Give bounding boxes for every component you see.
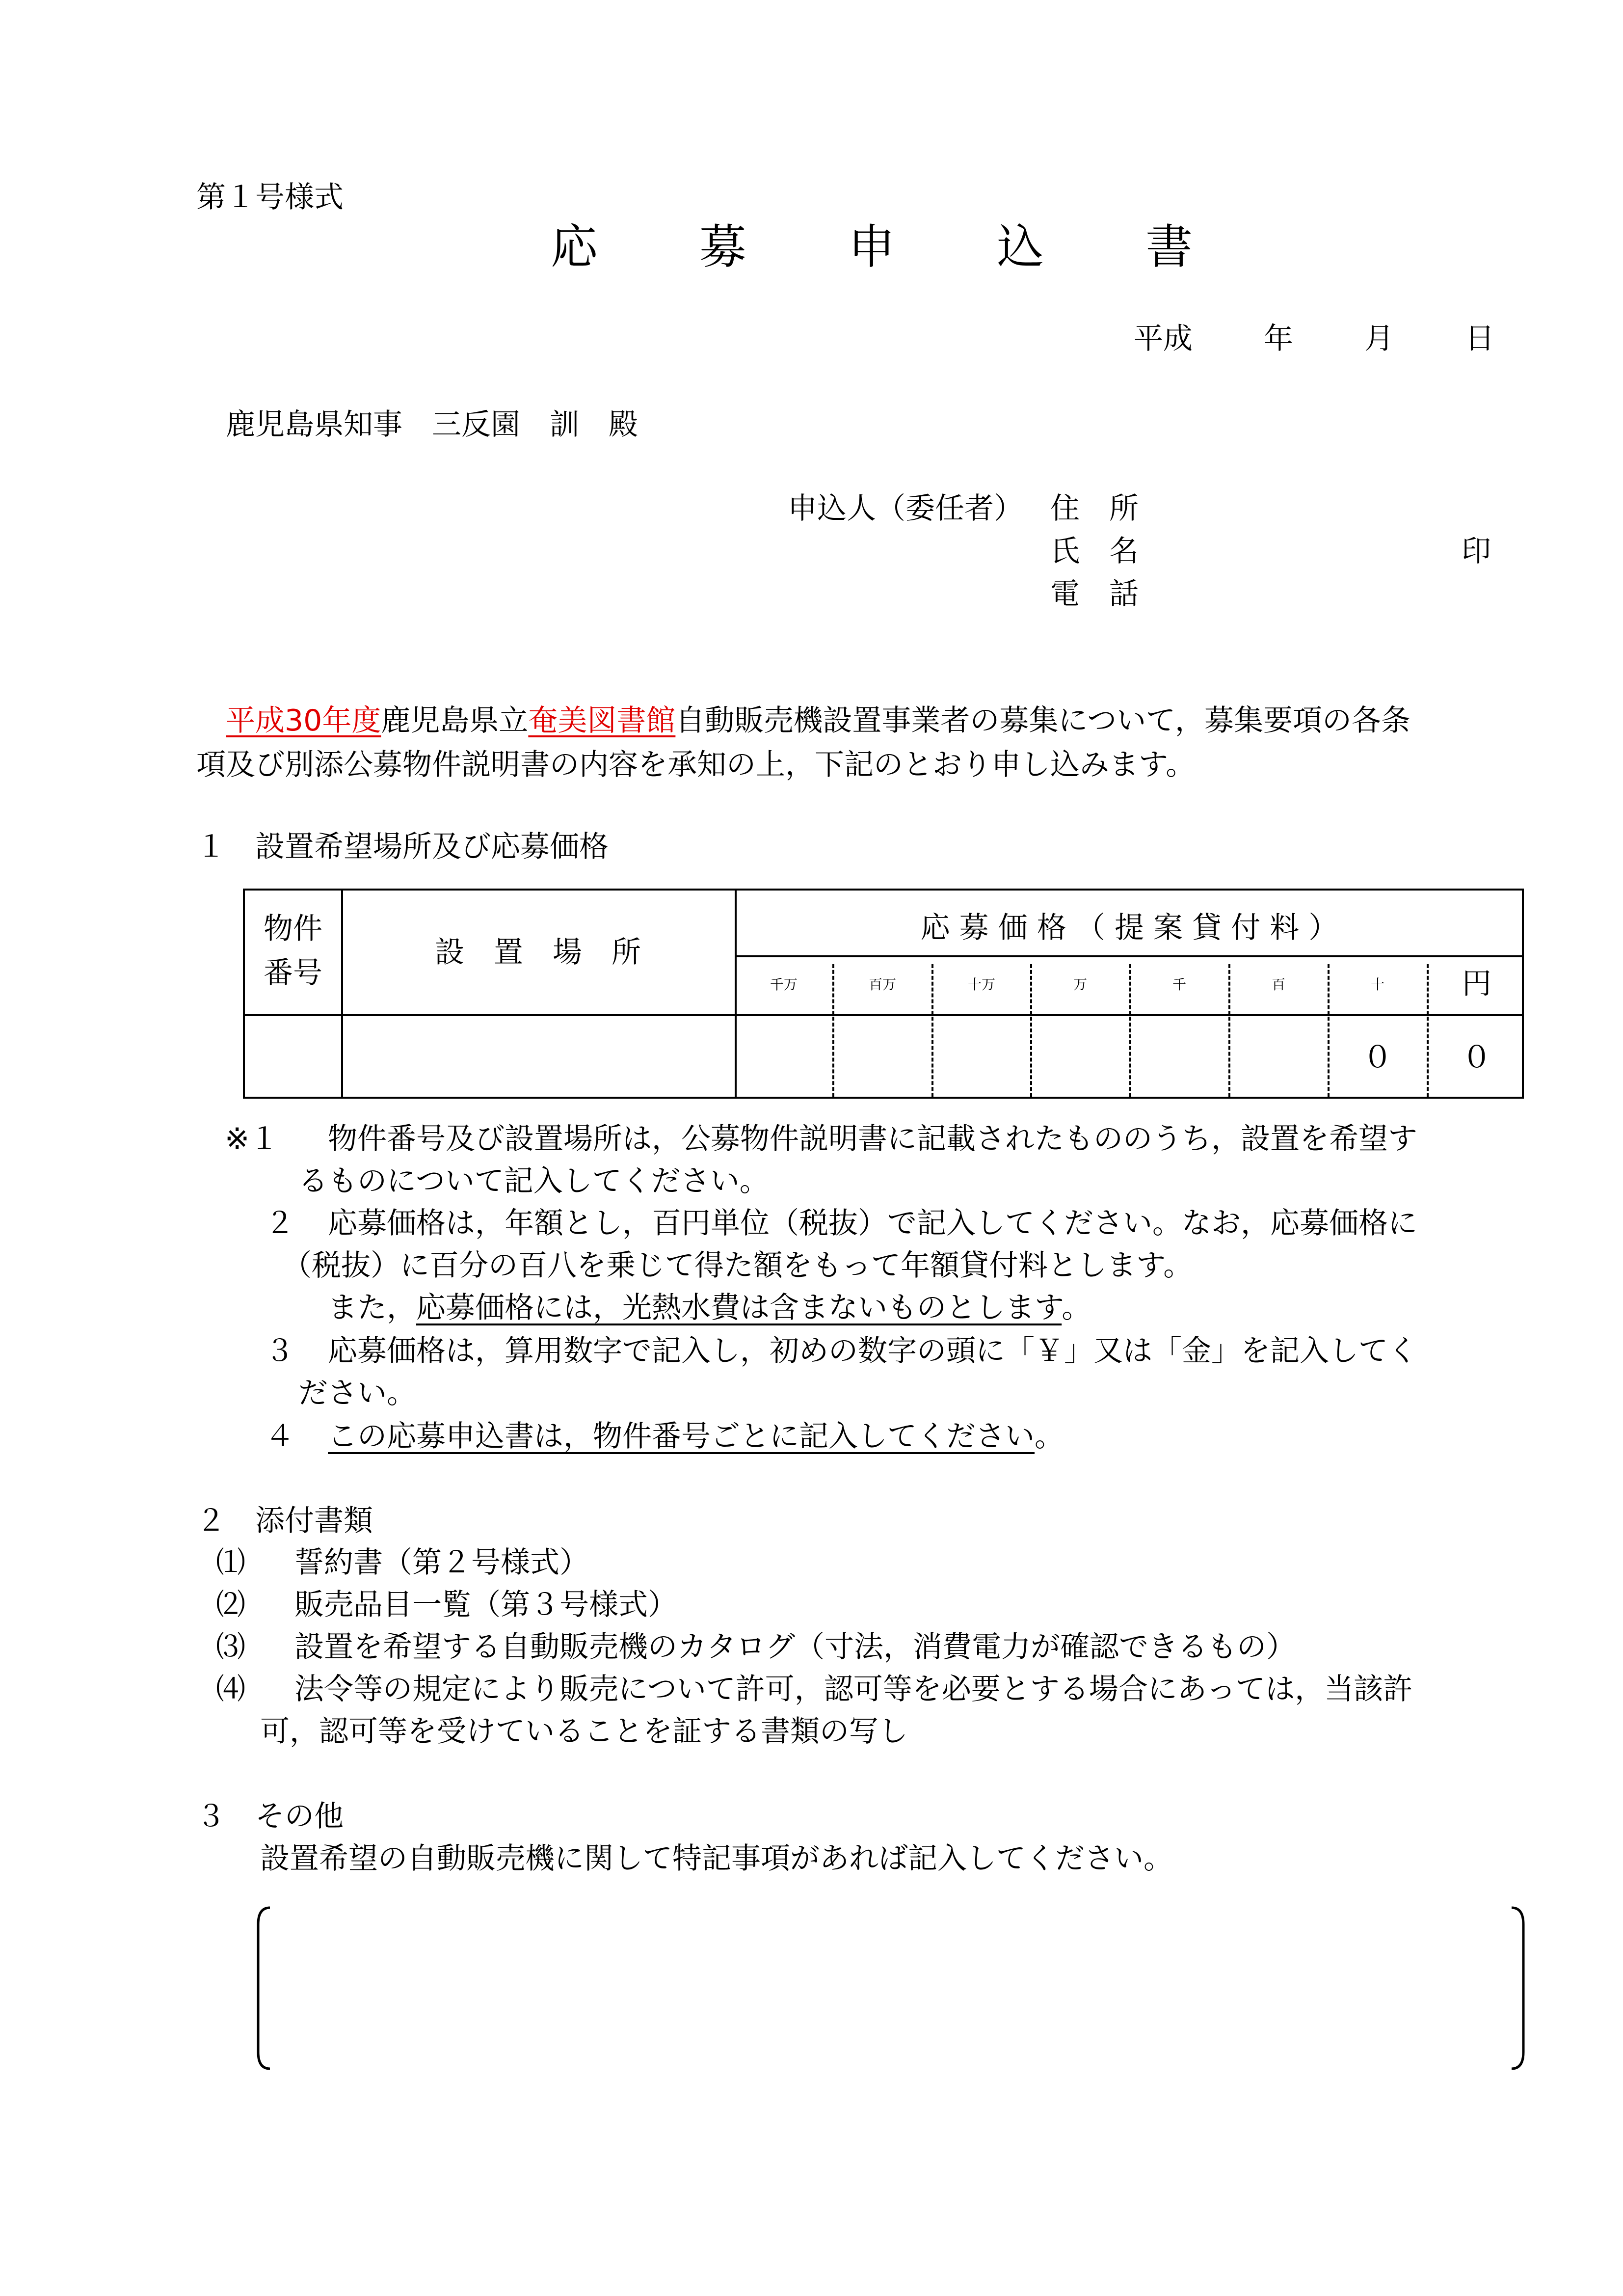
note-4-underlined: この応募申込書は，物件番号ごとに記入してください <box>328 1419 1035 1454</box>
attachment-num: ⑵ <box>216 1588 245 1622</box>
digit-unit: 百万 <box>868 976 896 993</box>
note-2-line-1: 応募価格は，年額とし，百円単位（税抜）で記入してください。なお，応募価格に <box>328 1206 1417 1241</box>
note-4-post: 。 <box>1035 1419 1064 1454</box>
intro-part1: 鹿児島県立 <box>381 703 529 738</box>
note-1-num: ※１ <box>225 1122 279 1156</box>
section3-text: 設置希望の自動販売機に関して特記事項があれば記入してください。 <box>260 1841 1173 1876</box>
intro-line-2: 項及び別添公募物件説明書の内容を承知の上，下記のとおり申し込みます。 <box>196 748 1196 782</box>
date-day: 日 <box>1465 322 1494 356</box>
title-char: 込 <box>997 219 1044 274</box>
attachment-num: ⑷ <box>216 1672 245 1706</box>
attachment-item: 設置を希望する自動販売機のカタログ（寸法，消費電力が確認できるもの） <box>294 1630 1296 1664</box>
note-2-line-3-underlined: 応募価格には，光熱水費は含まないものとします <box>416 1291 1062 1325</box>
note-3-line-1: 応募価格は，算用数字で記入し，初めの数字の頭に「￥」又は「金」を記入してく <box>328 1334 1417 1368</box>
section2-heading: ２ 添付書類 <box>196 1504 373 1538</box>
digit-unit: 万 <box>1073 976 1087 993</box>
digit-unit: 百 <box>1271 976 1285 993</box>
title-char: 応 <box>551 219 598 274</box>
fiscal-year: 平成30年度 <box>226 703 381 738</box>
fixed-digit-ones: ０ <box>1462 1040 1491 1075</box>
intro-part2: 自動販売機設置事業者の募集について，募集要項の各条 <box>675 703 1410 738</box>
date-year: 年 <box>1264 322 1293 356</box>
note-3-num: ３ <box>265 1334 294 1368</box>
title-char: 募 <box>699 219 746 274</box>
price-table <box>243 889 1524 1099</box>
digit-unit: 千 <box>1172 976 1186 993</box>
attachment-item: 誓約書（第２号様式） <box>294 1545 589 1580</box>
note-2-line-3-post: 。 <box>1062 1291 1091 1325</box>
intro-line-1 <box>226 703 1410 738</box>
section3-heading: ３ その他 <box>196 1799 344 1834</box>
remarks-bracket-box[interactable] <box>255 1905 1526 2072</box>
digit-unit: 十 <box>1370 976 1384 993</box>
note-2-line-3-pre: また， <box>328 1291 416 1325</box>
col-location-header: 設 置 場 所 <box>435 935 641 970</box>
yen-unit: 円 <box>1462 967 1491 1001</box>
seal-label: 印 <box>1462 534 1491 568</box>
col-number-header-1: 物件 <box>264 912 322 946</box>
date-era: 平成 <box>1134 322 1193 356</box>
title-char: 申 <box>848 219 895 274</box>
addressee: 鹿児島県知事 三反園 訓 殿 <box>226 407 638 442</box>
note-1-line-2: るものについて記入してください。 <box>298 1164 769 1198</box>
right-bracket <box>1512 1908 1523 2069</box>
note-1-line-1: 物件番号及び設置場所は，公募物件説明書に記載されたもののうち，設置を希望す <box>328 1122 1417 1156</box>
name-label: 氏 名 <box>1050 534 1139 568</box>
fixed-digit-tens: ０ <box>1363 1040 1392 1075</box>
applicant-label: 申込人（委任者） <box>788 491 1023 526</box>
digit-unit: 千万 <box>770 976 798 993</box>
attachment-item-continued: 可，認可等を受けていることを証する書類の写し <box>260 1714 908 1749</box>
col-price-header: 応 募 価 格 （ 提 案 貸 付 料 ） <box>920 911 1338 945</box>
section1-heading: １ 設置希望場所及び応募価格 <box>196 830 609 864</box>
title-char: 書 <box>1145 219 1193 274</box>
col-number-header-2: 番号 <box>264 956 322 990</box>
digit-unit: 十万 <box>967 976 995 993</box>
left-bracket <box>258 1908 270 2069</box>
attachment-item: 法令等の規定により販売について許可，認可等を必要とする場合にあっては，当該許 <box>294 1672 1413 1706</box>
address-label: 住 所 <box>1050 491 1139 526</box>
attachment-num: ⑴ <box>216 1545 245 1580</box>
note-3-line-2: ださい。 <box>298 1376 416 1410</box>
note-2-num: ２ <box>265 1206 294 1241</box>
attachment-num: ⑶ <box>216 1630 245 1664</box>
note-2-line-2: （税抜）に百分の百八を乗じて得た額をもって年額貸付料とします。 <box>282 1248 1193 1283</box>
note-4-num: ４ <box>265 1419 294 1454</box>
note-2-line-3 <box>328 1293 1091 1323</box>
date-month: 月 <box>1364 322 1394 356</box>
library-name: 奄美図書館 <box>528 703 676 738</box>
form-number: 第１号様式 <box>196 180 344 215</box>
phone-label: 電 話 <box>1050 577 1139 611</box>
note-4-line-1 <box>328 1419 1064 1454</box>
attachment-item: 販売品目一覧（第３号様式） <box>294 1588 677 1622</box>
